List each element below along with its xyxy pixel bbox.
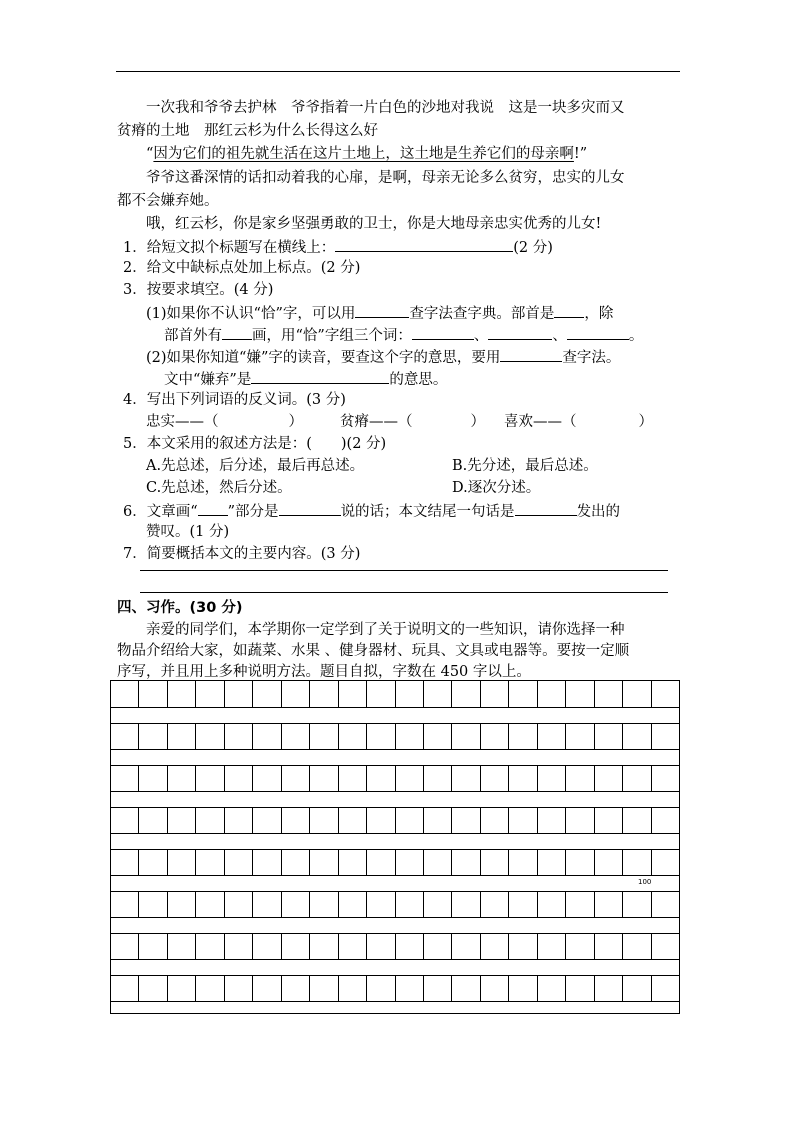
grid-cell[interactable] <box>168 807 196 834</box>
grid-cell[interactable] <box>310 723 338 750</box>
grid-cell[interactable] <box>509 975 537 1002</box>
grid-cell[interactable] <box>282 975 310 1002</box>
grid-cell[interactable] <box>168 975 196 1002</box>
question-5: 5．本文采用的叙述方法是：( )(2 分) <box>123 436 387 452</box>
grid-cell[interactable] <box>538 975 566 1002</box>
blank-speaker[interactable] <box>279 500 341 516</box>
grid-cell[interactable] <box>111 933 139 960</box>
grid-cell[interactable] <box>481 933 509 960</box>
grid-cell[interactable] <box>196 933 224 960</box>
grid-cell[interactable] <box>481 891 509 918</box>
grid-cell[interactable] <box>566 891 594 918</box>
grid-cell[interactable] <box>396 723 424 750</box>
grid-cell[interactable] <box>623 849 651 876</box>
grid-cell[interactable] <box>424 807 452 834</box>
blank-word-1[interactable] <box>412 324 474 340</box>
grid-cell[interactable] <box>367 765 395 792</box>
grid-cell[interactable] <box>139 891 167 918</box>
passage-line: 爷爷这番深情的话扣动着我的心扉，是啊，母亲无论多么贫穷，忠实的儿女 <box>146 170 625 186</box>
grid-cell[interactable] <box>424 933 452 960</box>
grid-cell[interactable] <box>282 933 310 960</box>
grid-cell[interactable] <box>310 975 338 1002</box>
grid-cell[interactable] <box>424 849 452 876</box>
grid-cell[interactable] <box>652 933 679 960</box>
grid-row <box>111 933 679 960</box>
grid-cell[interactable] <box>538 933 566 960</box>
grid-cell[interactable] <box>225 933 253 960</box>
grid-cell[interactable] <box>225 723 253 750</box>
grid-cell[interactable] <box>566 765 594 792</box>
grid-row <box>111 765 679 792</box>
grid-cell[interactable] <box>168 933 196 960</box>
grid-cell[interactable] <box>595 807 623 834</box>
grid-cell[interactable] <box>111 681 139 708</box>
grid-cell[interactable] <box>595 681 623 708</box>
q6-text-c: 说的话；本文结尾一句话是 <box>340 504 515 520</box>
answer-line-1[interactable] <box>140 570 668 571</box>
grid-cell[interactable] <box>253 891 281 918</box>
grid-cell[interactable] <box>595 849 623 876</box>
grid-cell[interactable] <box>339 723 367 750</box>
grid-cell[interactable] <box>253 975 281 1002</box>
q6-text-a: 6．文章画“ <box>123 504 198 520</box>
grid-cell[interactable] <box>339 681 367 708</box>
top-rule <box>116 71 680 72</box>
title-blank[interactable] <box>335 236 513 252</box>
answer-line-2[interactable] <box>140 592 668 593</box>
grid-cell[interactable] <box>623 723 651 750</box>
grid-cell[interactable] <box>367 807 395 834</box>
blank-stroke-count[interactable] <box>222 324 252 340</box>
question-3-2-line1 <box>146 346 620 368</box>
grid-cell[interactable] <box>339 891 367 918</box>
q3-1-text-c: ，除 <box>584 306 614 322</box>
word-count-marker: 100 <box>638 878 652 886</box>
question-6-line2: 赞叹。(1 分) <box>146 524 230 540</box>
grid-cell[interactable] <box>509 891 537 918</box>
blank-meaning[interactable] <box>251 368 389 384</box>
grid-cell[interactable] <box>111 723 139 750</box>
blank-word-2[interactable] <box>488 324 552 340</box>
grid-cell[interactable] <box>310 849 338 876</box>
grid-cell[interactable] <box>452 681 480 708</box>
option-a[interactable]: A.先总述，后分述，最后再总述。 <box>146 458 365 474</box>
question-1-score: (2 分) <box>513 240 553 256</box>
grid-cell[interactable] <box>396 891 424 918</box>
grid-cell[interactable] <box>111 849 139 876</box>
grid-cell[interactable] <box>225 975 253 1002</box>
bracket-close: ） <box>638 414 653 430</box>
passage-line: 哦，红云杉，你是家乡坚强勇敢的卫士，你是大地母亲忠实优秀的儿女! <box>146 216 602 232</box>
grid-cell[interactable] <box>652 723 679 750</box>
grid-cell[interactable] <box>367 891 395 918</box>
grid-cell[interactable] <box>396 765 424 792</box>
prompt-line: 序写，并且用上多种说明方法。题目自拟，字数在 450 字以上。 <box>117 664 531 680</box>
grid-cell[interactable] <box>253 765 281 792</box>
question-3-1-line1 <box>146 302 613 324</box>
antonym-1 <box>146 412 303 432</box>
grid-cell[interactable] <box>139 849 167 876</box>
q3-2-text-c: 文中“嫌弃”是 <box>164 372 252 388</box>
grid-cell[interactable] <box>367 933 395 960</box>
grid-cell[interactable] <box>652 765 679 792</box>
grid-cell[interactable] <box>225 765 253 792</box>
grid-cell[interactable] <box>253 933 281 960</box>
grid-cell[interactable] <box>509 933 537 960</box>
grid-cell[interactable] <box>623 891 651 918</box>
grid-cell[interactable] <box>481 807 509 834</box>
grid-cell[interactable] <box>424 681 452 708</box>
question-2: 2．给文中缺标点处加上标点。(2 分) <box>123 260 361 276</box>
q3-2-text-a: (2)如果你知道“嫌”字的读音，要查这个字的意思，要用 <box>146 350 501 366</box>
grid-cell[interactable] <box>396 849 424 876</box>
grid-cell[interactable] <box>367 975 395 1002</box>
period: 。 <box>628 328 644 344</box>
q3-1-text-e: 画，用“恰”字组三个词： <box>252 328 412 344</box>
grid-cell[interactable] <box>282 681 310 708</box>
grid-cell[interactable] <box>481 681 509 708</box>
grid-cell[interactable] <box>481 849 509 876</box>
grid-cell[interactable] <box>652 681 679 708</box>
grid-cell[interactable] <box>538 807 566 834</box>
grid-cell[interactable] <box>424 975 452 1002</box>
grid-cell[interactable] <box>566 849 594 876</box>
grid-cell[interactable] <box>139 765 167 792</box>
grid-cell[interactable] <box>396 933 424 960</box>
grid-cell[interactable] <box>452 849 480 876</box>
grid-cell[interactable] <box>196 849 224 876</box>
grid-cell[interactable] <box>509 681 537 708</box>
grid-cell[interactable] <box>538 765 566 792</box>
grid-cell[interactable] <box>452 723 480 750</box>
grid-cell[interactable] <box>424 891 452 918</box>
grid-cell[interactable] <box>538 849 566 876</box>
question-7: 7．简要概括本文的主要内容。(3 分) <box>123 546 361 562</box>
grid-cell[interactable] <box>623 765 651 792</box>
passage-line: 一次我和爷爷去护林 爷爷指着一片白色的沙地对我说 这是一块多灾而又 <box>146 100 625 116</box>
grid-cell[interactable] <box>652 975 679 1002</box>
prompt-line: 物品介绍给大家，如蔬菜、水果 、健身器材、玩具、文具或电器等。要按一定顺 <box>117 643 630 659</box>
option-d[interactable]: D.逐次分述。 <box>452 480 541 496</box>
grid-cell[interactable] <box>595 765 623 792</box>
grid-cell[interactable] <box>481 975 509 1002</box>
grid-cell[interactable] <box>196 681 224 708</box>
quote-open: “ <box>146 146 154 162</box>
antonym-3-word: 喜欢——（ <box>504 414 577 430</box>
grid-cell[interactable] <box>196 723 224 750</box>
grid-cell[interactable] <box>566 681 594 708</box>
grid-cell[interactable] <box>396 681 424 708</box>
q3-2-text-d: 的意思。 <box>389 372 448 388</box>
grid-cell[interactable] <box>595 723 623 750</box>
blank-word-3[interactable] <box>567 324 629 340</box>
grid-cell[interactable] <box>566 975 594 1002</box>
passage-line: 贫瘠的土地 那红云杉为什么长得这么好 <box>117 123 378 139</box>
grid-cell[interactable] <box>481 765 509 792</box>
grid-cell[interactable] <box>339 765 367 792</box>
grid-cell[interactable] <box>367 681 395 708</box>
antonym-2 <box>340 412 485 432</box>
grid-cell[interactable] <box>509 765 537 792</box>
grid-cell[interactable] <box>623 975 651 1002</box>
bracket-close: ） <box>470 414 485 430</box>
q6-text-d: 发出的 <box>576 504 621 520</box>
question-1-text: 1．给短文拟个标题写在横线上： <box>123 240 336 256</box>
grid-cell[interactable] <box>652 891 679 918</box>
q3-1-text-b: 查字法查字典。部首是 <box>409 306 555 322</box>
grid-cell[interactable] <box>282 765 310 792</box>
quote-close: !” <box>573 146 588 162</box>
grid-cell[interactable] <box>225 807 253 834</box>
prompt-line: 亲爱的同学们，本学期你一定学到了关于说明文的一些知识，请你选择一种 <box>146 622 625 638</box>
grid-cell[interactable] <box>424 723 452 750</box>
grid-row <box>111 975 679 1002</box>
separator: 、 <box>552 328 567 344</box>
grid-cell[interactable] <box>196 891 224 918</box>
section-heading: 四、习作。(30 分) <box>117 600 243 616</box>
underline-sample <box>198 500 228 516</box>
grid-cell[interactable] <box>168 765 196 792</box>
grid-cell[interactable] <box>111 807 139 834</box>
grid-cell[interactable] <box>367 723 395 750</box>
blank-radical[interactable] <box>554 302 584 318</box>
grid-row <box>111 849 679 876</box>
grid-cell[interactable] <box>310 681 338 708</box>
grid-cell[interactable] <box>196 807 224 834</box>
grid-cell[interactable] <box>595 891 623 918</box>
grid-cell[interactable] <box>595 933 623 960</box>
passage-quote <box>146 144 587 164</box>
grid-cell[interactable] <box>509 807 537 834</box>
quote-underlined-text: 因为它们的祖先就生活在这片土地上，这土地是生养它们的母亲啊 <box>153 146 574 162</box>
grid-cell[interactable] <box>310 891 338 918</box>
grid-cell[interactable] <box>509 849 537 876</box>
grid-cell[interactable] <box>452 765 480 792</box>
grid-cell[interactable] <box>168 681 196 708</box>
grid-cell[interactable] <box>225 891 253 918</box>
grid-cell[interactable] <box>652 849 679 876</box>
grid-cell[interactable] <box>196 765 224 792</box>
blank-lookup-method-2[interactable] <box>500 346 562 362</box>
grid-cell[interactable] <box>509 723 537 750</box>
grid-cell[interactable] <box>139 723 167 750</box>
grid-row <box>111 723 679 750</box>
grid-cell[interactable] <box>424 765 452 792</box>
grid-cell[interactable] <box>339 849 367 876</box>
grid-cell[interactable] <box>481 723 509 750</box>
grid-cell[interactable] <box>310 933 338 960</box>
grid-cell[interactable] <box>566 933 594 960</box>
grid-cell[interactable] <box>566 807 594 834</box>
grid-row <box>111 891 679 918</box>
question-6-line1 <box>123 500 620 522</box>
grid-cell[interactable] <box>452 807 480 834</box>
passage-line: 都不会嫌弃她。 <box>117 193 219 209</box>
option-b[interactable]: B.先分述，最后总述。 <box>452 458 598 474</box>
grid-cell[interactable] <box>253 807 281 834</box>
blank-lookup-method[interactable] <box>355 302 409 318</box>
bracket-close: ） <box>288 414 303 430</box>
grid-cell[interactable] <box>139 975 167 1002</box>
grid-cell[interactable] <box>339 807 367 834</box>
q3-1-text-a: (1)如果你不认识“恰”字，可以用 <box>146 306 356 322</box>
grid-cell[interactable] <box>253 723 281 750</box>
grid-cell[interactable] <box>623 933 651 960</box>
grid-cell[interactable] <box>139 807 167 834</box>
grid-cell[interactable] <box>339 975 367 1002</box>
grid-cell[interactable] <box>452 975 480 1002</box>
grid-cell[interactable] <box>282 807 310 834</box>
question-3-2-line2 <box>164 368 447 390</box>
grid-cell[interactable] <box>367 849 395 876</box>
grid-cell[interactable] <box>282 849 310 876</box>
grid-cell[interactable] <box>196 975 224 1002</box>
grid-cell[interactable] <box>282 723 310 750</box>
grid-row <box>111 807 679 834</box>
question-3: 3．按要求填空。(4 分) <box>123 282 274 298</box>
grid-cell[interactable] <box>396 975 424 1002</box>
grid-cell[interactable] <box>452 891 480 918</box>
grid-cell[interactable] <box>282 891 310 918</box>
grid-cell[interactable] <box>452 933 480 960</box>
grid-cell[interactable] <box>111 765 139 792</box>
grid-row <box>111 681 679 708</box>
grid-cell[interactable] <box>566 723 594 750</box>
grid-cell[interactable] <box>253 849 281 876</box>
grid-cell[interactable] <box>339 933 367 960</box>
grid-cell[interactable] <box>538 681 566 708</box>
q3-2-text-b: 查字法。 <box>562 350 621 366</box>
grid-cell[interactable] <box>538 723 566 750</box>
grid-cell[interactable] <box>168 723 196 750</box>
question-1 <box>123 236 553 258</box>
grid-cell[interactable] <box>538 891 566 918</box>
grid-cell[interactable] <box>310 807 338 834</box>
separator: 、 <box>473 328 489 344</box>
q3-1-text-d: 部首外有 <box>164 328 222 344</box>
grid-cell[interactable] <box>111 891 139 918</box>
option-c[interactable]: C.先总述，然后分述。 <box>146 480 292 496</box>
grid-cell[interactable] <box>253 681 281 708</box>
grid-cell[interactable] <box>225 849 253 876</box>
antonym-3 <box>504 412 653 432</box>
grid-cell[interactable] <box>139 933 167 960</box>
question-4: 4．写出下列词语的反义词。(3 分) <box>123 392 346 408</box>
antonym-1-word: 忠实——（ <box>146 414 219 430</box>
grid-cell[interactable] <box>623 807 651 834</box>
grid-cell[interactable] <box>168 849 196 876</box>
grid-cell[interactable] <box>225 681 253 708</box>
grid-cell[interactable] <box>396 807 424 834</box>
question-3-1-line2 <box>164 324 643 346</box>
grid-cell[interactable] <box>310 765 338 792</box>
q6-text-b: ”部分是 <box>227 504 279 520</box>
grid-cell[interactable] <box>111 975 139 1002</box>
grid-cell[interactable] <box>652 807 679 834</box>
grid-cell[interactable] <box>139 681 167 708</box>
blank-exclaimer[interactable] <box>515 500 577 516</box>
writing-grid[interactable] <box>110 680 680 1014</box>
grid-cell[interactable] <box>595 975 623 1002</box>
grid-cell[interactable] <box>168 891 196 918</box>
grid-cell[interactable] <box>623 681 651 708</box>
antonym-2-word: 贫瘠——（ <box>340 414 413 430</box>
